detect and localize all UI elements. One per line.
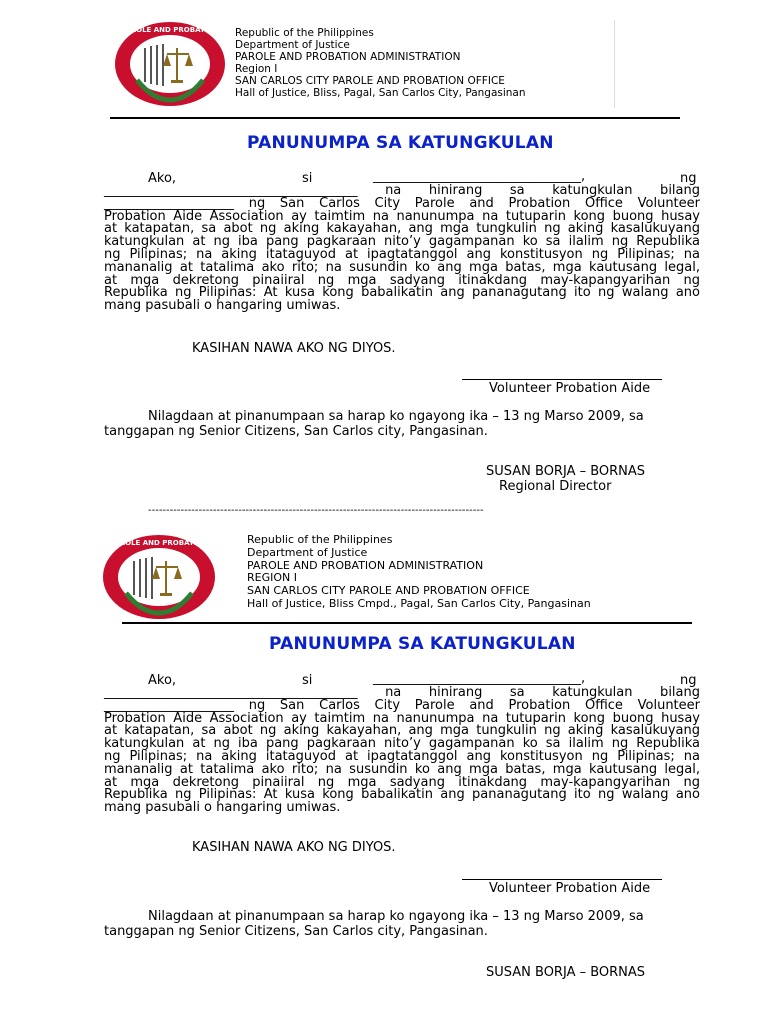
oath-line: Probation Aide Association ay taimtim na nanunumpa na tutuparin kong buong husay [104,710,700,726]
oath-ng: ng [680,171,697,186]
letterhead-line: Republic of the Philippines [247,533,393,546]
letterhead-line: SAN CARLOS CITY PAROLE AND PROBATION OFFICE [247,584,530,598]
oath-line: at mga dekretong pinaiiral ng mga sadyang itinakdang may-kapangyarihan ng [104,774,700,790]
letterhead-line: Hall of Justice, Bliss Cmpd., Pagal, San Carlos City, Pangasinan [247,596,591,610]
letterhead-top [235,27,526,99]
header-rule [110,117,680,119]
letterhead-line: Hall of Justice, Bliss, Pagal, San Carlos City, Pangasinan [235,87,526,99]
oath-title: PANUNUMPA SA KATUNGKULAN [269,634,576,654]
oath-line: Republika ng Pilipinas: At kusa kong babalikatin ang pananagutang ito ng walang ano [104,787,700,803]
letterhead-line: REGION I [247,571,297,585]
oath-line: mang pasubali o hangaring umiwas. [104,800,341,816]
cut-separator: --------------------------------------------------------------------------------------------- [148,505,484,516]
oath-line: _______________________________________ na hinirang sa katungkulan bilang [104,183,700,198]
oath-line: mananalig at tatalima ako rito; na susundin ko ang mga batas, mga kautusang legal, [104,761,700,777]
oath-line: at mga dekretong pinaiiral ng mga sadyang itinakdang may-kapangyarihan ng [104,272,700,288]
oath-line: ____________________ ng San Carlos City Parole and Probation Office Volunteer [104,697,700,713]
oath-body [104,687,700,815]
oath-line: mang pasubali o hangaring umiwas. [104,298,341,314]
letterhead-line: Department of Justice [247,545,368,559]
officer-name: SUSAN BORJA – BORNAS [486,464,646,479]
header-rule [122,622,692,624]
oath-line: Republika ng Pilipinas: At kusa kong babalikatin ang pananagutang ito ng walang ano [104,285,700,301]
letterhead-line: PAROLE AND PROBATION ADMINISTRATION [235,51,461,63]
oath-si: si [302,171,313,186]
seal-logo [113,20,228,108]
jurat-line: Nilagdaan at pinanumpaan sa harap ko ngayong ika – 13 ng Marso 2009, sa [148,909,644,924]
oath-name-blank: ________________________________, [373,671,586,686]
oath-line: Probation Aide Association ay taimtim na nanunumpa na tutuparin kong buong husay [104,208,700,224]
signatory-label: Volunteer Probation Aide [489,881,651,896]
officer-name: SUSAN BORJA – BORNAS [486,965,646,980]
oath-blessing: KASIHAN NAWA AKO NG DIYOS. [192,840,396,855]
oath-ako: Ako, [148,171,177,186]
letterhead-bottom [247,534,591,611]
oath-line: ng Pilipinas; na aking itataguyod at ipagtatanggol ang konstitusyon ng Pilipinas; na [104,748,700,764]
jurat-line: Nilagdaan at pinanumpaan sa harap ko ngayong ika – 13 ng Marso 2009, sa [148,409,644,424]
letterhead-border [614,20,615,108]
seal-logo [101,533,217,621]
oath-blessing: KASIHAN NAWA AKO NG DIYOS. [192,341,396,356]
svg-text:PAROLE AND PROBATION: PAROLE AND PROBATION [120,26,220,34]
svg-text:PAROLE AND PROBATION: PAROLE AND PROBATION [109,539,209,547]
letterhead-line: Region I [235,63,278,75]
oath-ng: ng [680,673,697,688]
letterhead-line: Department of Justice [235,39,350,51]
letterhead-line: PAROLE AND PROBATION ADMINISTRATION [247,558,484,572]
oath-name-blank: ________________________________, [373,169,586,184]
oath-si: si [302,673,313,688]
signatory-label: Volunteer Probation Aide [489,381,651,396]
oath-line: ____________________ ng San Carlos City Parole and Probation Office Volunteer [104,195,700,211]
oath-title: PANUNUMPA SA KATUNGKULAN [247,133,554,153]
jurat-line: tanggapan ng Senior Citizens, San Carlos city, Pangasinan. [104,424,488,439]
oath-ako: Ako, [148,673,177,688]
oath-line: katungkulan at ng iba pang pagkaraan nito’y gagampanan ko sa ilalim ng Republika [104,736,700,752]
oath-line: ng Pilipinas; na aking itataguyod at ipagtatanggol ang konstitusyon ng Pilipinas; na [104,246,700,262]
signature-line [462,379,662,380]
signature-line [462,879,662,880]
oath-line: katungkulan at ng iba pang pagkaraan nito’y gagampanan ko sa ilalim ng Republika [104,234,700,250]
officer-title: Regional Director [499,479,612,494]
letterhead-line: Republic of the Philippines [235,27,374,39]
oath-line: at katapatan, sa abot ng aking kakayahan, ang mga tungkulin ng aking kasalukuyang [104,221,700,237]
oath-line: _______________________________________ na hinirang sa katungkulan bilang [104,685,700,700]
oath-line: at katapatan, sa abot ng aking kakayahan, ang mga tungkulin ng aking kasalukuyang [104,723,700,739]
letterhead-line: SAN CARLOS CITY PAROLE AND PROBATION OFFICE [235,75,505,87]
jurat-line: tanggapan ng Senior Citizens, San Carlos city, Pangasinan. [104,924,488,939]
oath-body [104,185,700,313]
oath-line: mananalig at tatalima ako rito; na susundin ko ang mga batas, mga kautusang legal, [104,259,700,275]
